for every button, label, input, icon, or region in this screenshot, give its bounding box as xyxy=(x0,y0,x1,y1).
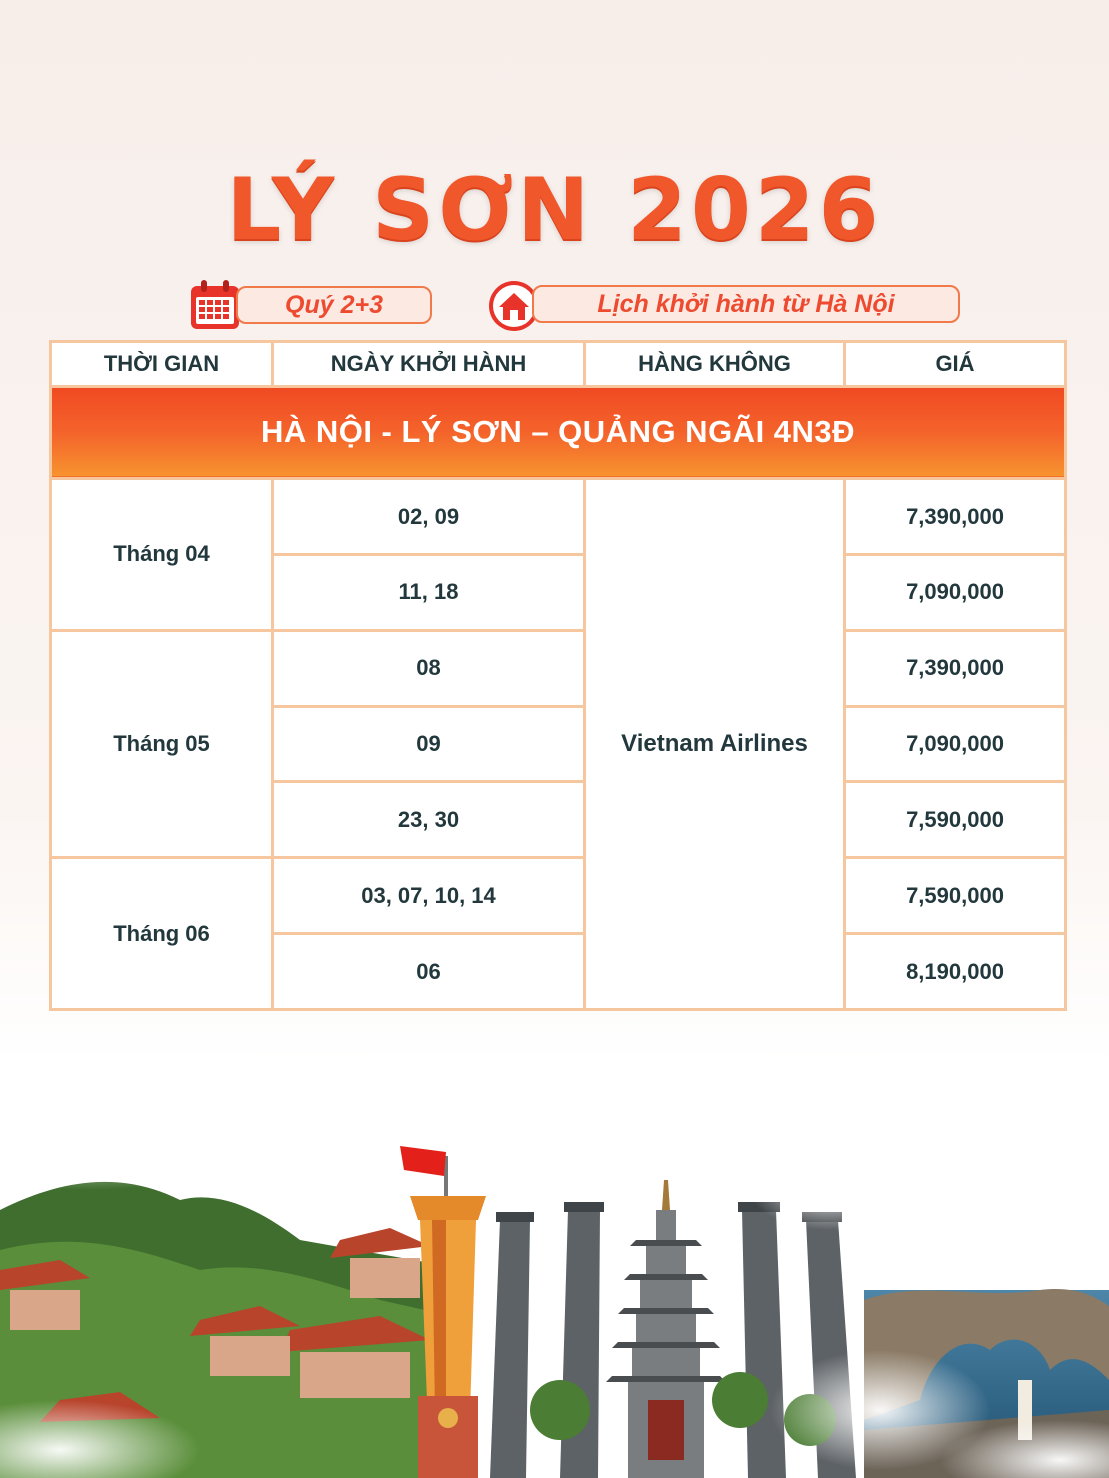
quarter-badge xyxy=(236,286,432,324)
dates-cell: 06 xyxy=(273,934,585,1010)
price-cell: 7,390,000 xyxy=(845,479,1066,555)
table-row xyxy=(51,479,1066,555)
departure-label: Lịch khởi hành từ Hà Nội xyxy=(597,289,895,318)
header-departure-date: NGÀY KHỞI HÀNH xyxy=(273,342,585,387)
table-row xyxy=(51,630,1066,706)
landmark-scene-image xyxy=(0,1100,1109,1478)
price-cell: 7,590,000 xyxy=(845,858,1066,934)
dates-cell: 09 xyxy=(273,706,585,782)
price-cell: 7,390,000 xyxy=(845,630,1066,706)
table-row xyxy=(51,858,1066,934)
header-airline: HÀNG KHÔNG xyxy=(585,342,845,387)
departure-badge xyxy=(532,285,960,323)
dates-cell: 08 xyxy=(273,630,585,706)
dates-cell: 23, 30 xyxy=(273,782,585,858)
month-cell: Tháng 06 xyxy=(51,858,273,1010)
quarter-label: Quý 2+3 xyxy=(285,290,383,319)
month-cell: Tháng 05 xyxy=(51,630,273,857)
route-row xyxy=(51,386,1066,478)
page-title: LÝ SƠN 2026 xyxy=(226,160,883,260)
schedule-table xyxy=(49,340,1067,1011)
month-cell: Tháng 04 xyxy=(51,479,273,631)
header-price: GIÁ xyxy=(845,342,1066,387)
airline-cell: Vietnam Airlines xyxy=(585,479,845,1010)
price-cell: 7,590,000 xyxy=(845,782,1066,858)
route-title: HÀ NỘI - LÝ SƠN – QUẢNG NGÃI 4N3Đ xyxy=(51,386,1066,478)
table-header-row xyxy=(51,342,1066,387)
calendar-icon xyxy=(188,278,242,332)
header-time: THỜI GIAN xyxy=(51,342,273,387)
price-cell: 8,190,000 xyxy=(845,934,1066,1010)
price-cell: 7,090,000 xyxy=(845,706,1066,782)
price-cell: 7,090,000 xyxy=(845,554,1066,630)
dates-cell: 02, 09 xyxy=(273,479,585,555)
dates-cell: 03, 07, 10, 14 xyxy=(273,858,585,934)
dates-cell: 11, 18 xyxy=(273,554,585,630)
